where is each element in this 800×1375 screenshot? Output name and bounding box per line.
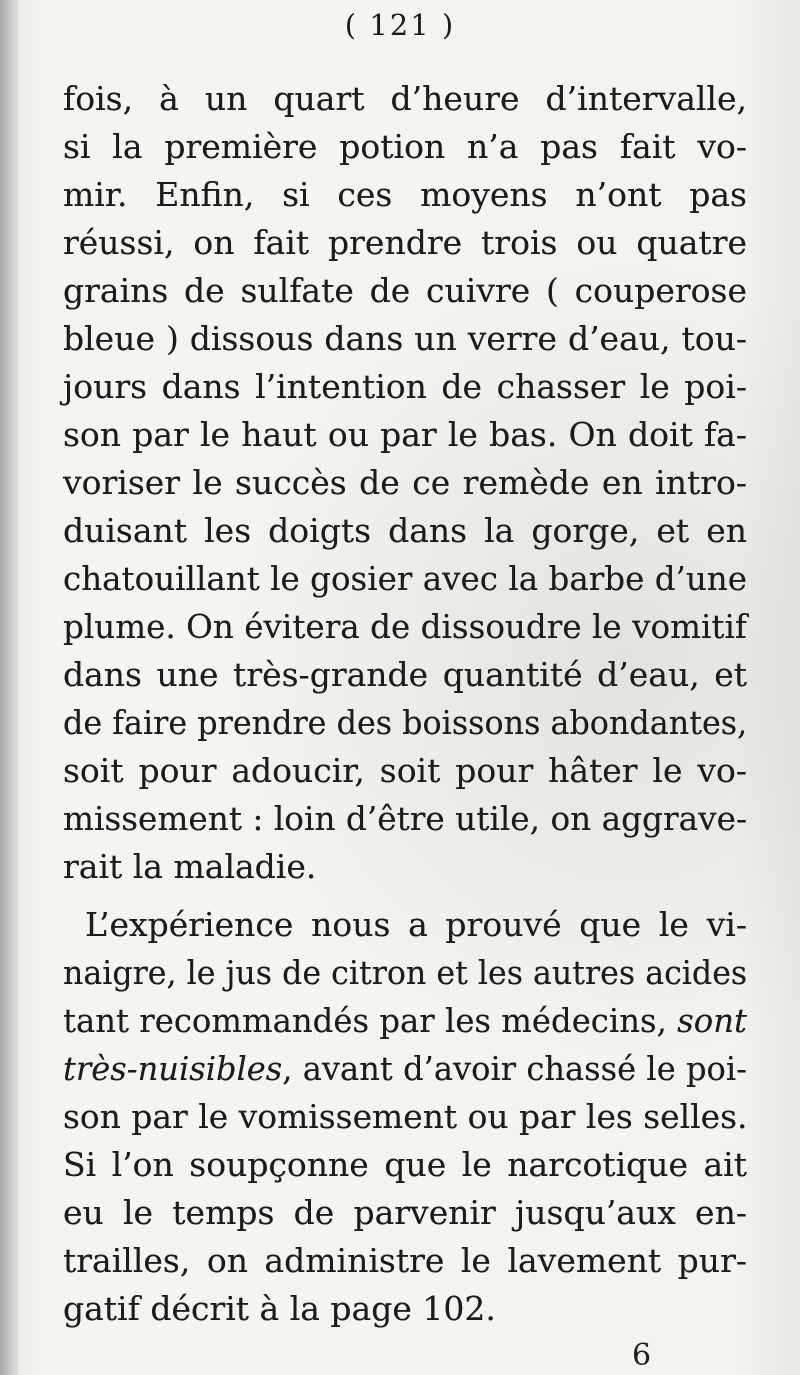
paragraph-2-line-7: eu le temps de parvenir jusqu’aux en-	[63, 1193, 747, 1232]
paragraph-2-line-3-text: tant recommandés par les médecins,	[63, 1001, 667, 1040]
text-line-3: mir. Enfin, si ces moyens n’ont pas	[63, 175, 747, 214]
paragraph-2-line-9: gatif décrit à la page 102.	[63, 1289, 496, 1328]
text-line-1: fois, à un quart d’heure d’intervalle,	[63, 79, 747, 118]
signature-mark: 6	[632, 1338, 652, 1373]
text-line-16: missement : loin d’être utile, on aggrave-	[63, 799, 748, 838]
text-line-5: grains de sulfate de cuivre ( couperose	[63, 271, 747, 310]
paragraph-2-line-4	[63, 1045, 747, 1093]
text-line-6: bleue ) dissous dans un verre d’eau, tou-	[63, 319, 747, 358]
main-text	[63, 75, 747, 1333]
binding-shadow	[0, 0, 18, 1375]
paragraph-2-line-5: son par le vomissement ou par les selles.	[63, 1097, 748, 1136]
text-line-9: voriser le succès de ce remède en intro-	[63, 463, 747, 502]
paragraph-2-line-6: Si l’on soupçonne que le narcotique ait	[63, 1145, 747, 1184]
paragraph-2-line-3	[63, 997, 747, 1045]
text-line-8: son par le haut ou par le bas. On doit fa-	[63, 415, 747, 454]
paragraph-2-line-3-italic: sont	[677, 1001, 747, 1040]
paragraph-2-line-1: L’expérience nous a prouvé que le vi-	[85, 905, 747, 944]
text-line-10: duisant les doigts dans la gorge, et en	[63, 511, 747, 550]
text-line-15: soit pour adoucir, soit pour hâter le vo-	[63, 751, 747, 790]
paragraph-2-line-2: naigre, le jus de citron et les autres acides	[63, 953, 748, 992]
paragraph-2-line-4-italic: très-nuisibles	[63, 1049, 283, 1088]
text-line-7: jours dans l’intention de chasser le poi-	[63, 367, 747, 406]
paragraph-2-line-8: trailles, on administre le lavement pur-	[63, 1241, 747, 1280]
text-line-17: rait la maladie.	[63, 847, 317, 886]
text-line-4: réussi, on fait prendre trois ou quatre	[63, 223, 747, 262]
text-line-13: dans une très-grande quantité d’eau, et	[63, 655, 747, 694]
page-number: ( 121 )	[344, 8, 456, 42]
text-line-12: plume. On évitera de dissoudre le vomitif	[63, 607, 747, 646]
text-line-11: chatouillant le gosier avec la barbe d’une	[63, 559, 748, 598]
text-line-2: si la première potion n’a pas fait vo-	[63, 127, 747, 166]
paragraph-2-line-4-text: , avant d’avoir chassé le poi-	[282, 1049, 748, 1088]
text-line-14: de faire prendre des boissons abondantes,	[63, 703, 748, 742]
